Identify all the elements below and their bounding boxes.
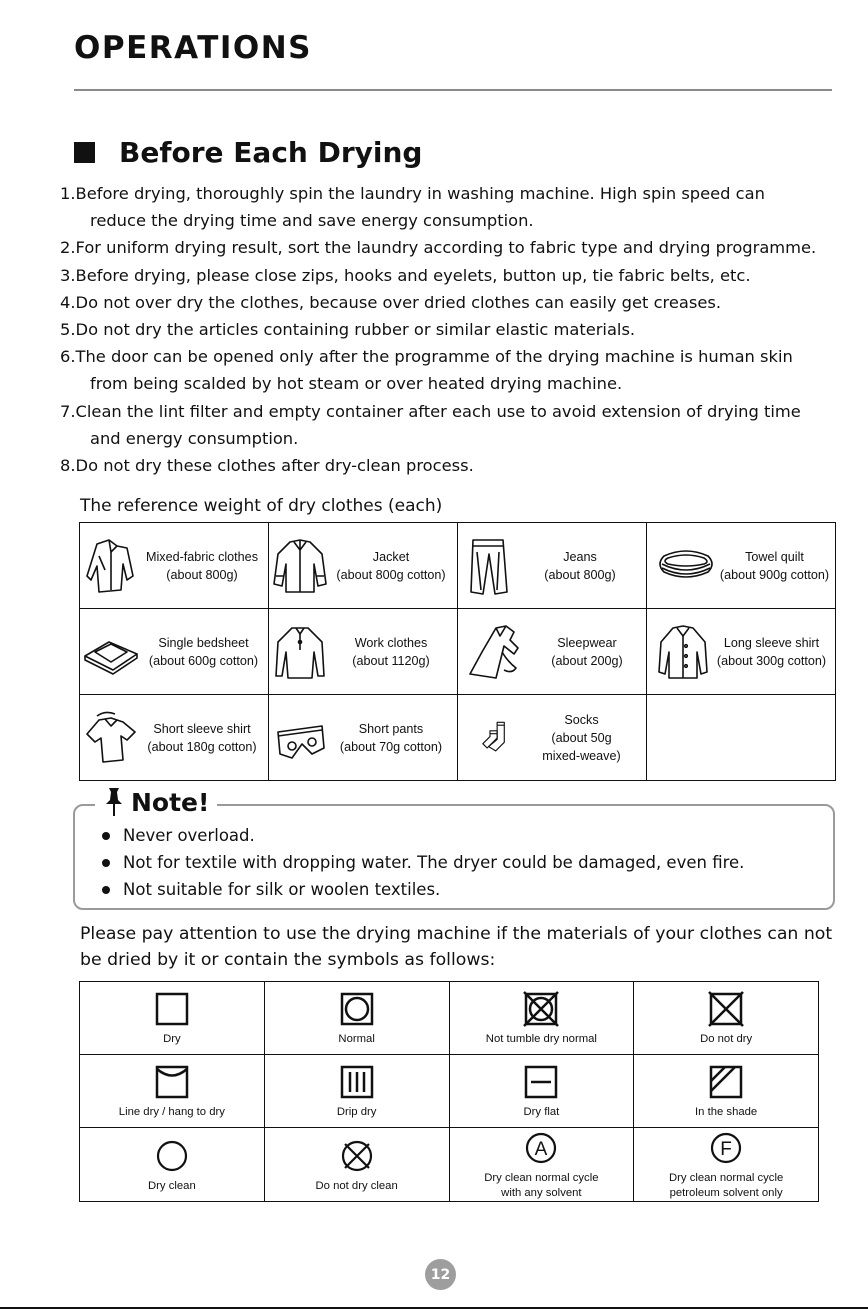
item-name: Short pants bbox=[358, 721, 424, 736]
table-row bbox=[80, 695, 836, 781]
symbol-cell bbox=[634, 1055, 819, 1128]
item-weight: (about 70g cotton) bbox=[339, 739, 443, 754]
list-item bbox=[102, 849, 744, 876]
page-number: 12 bbox=[425, 1259, 456, 1290]
weight-cell bbox=[80, 523, 269, 609]
item-weight: (about 1120g) bbox=[352, 653, 430, 668]
short-pants-icon bbox=[272, 708, 328, 768]
symbol-label: Dry bbox=[163, 1033, 181, 1045]
step-item: from being scalded by hot steam or over heated drying machine. bbox=[90, 374, 623, 394]
list-item bbox=[102, 876, 744, 903]
table-row bbox=[80, 609, 836, 695]
step-item: reduce the drying time and save energy consumption. bbox=[90, 211, 534, 231]
solvent-letter: A bbox=[535, 1139, 548, 1160]
bedsheet-icon bbox=[80, 622, 142, 682]
weight-cell bbox=[458, 523, 647, 609]
weight-cell bbox=[269, 609, 458, 695]
item-weight: mixed-weave) bbox=[542, 748, 621, 763]
dry-clean-petroleum-icon bbox=[706, 1128, 746, 1168]
symbol-label: Dry clean normal cycle bbox=[484, 1172, 599, 1184]
weight-cell bbox=[80, 695, 269, 781]
item-weight: (about 800g) bbox=[166, 567, 238, 582]
item-name: Work clothes bbox=[354, 635, 428, 650]
symbol-label: Not tumble dry normal bbox=[485, 1033, 597, 1045]
note-text: Not suitable for silk or woolen textiles. bbox=[123, 880, 441, 899]
dry-clean-circle-icon bbox=[152, 1136, 192, 1176]
do-not-dry-icon bbox=[706, 989, 746, 1029]
dry-in-shade-icon bbox=[706, 1062, 746, 1102]
item-weight: (about 300g cotton) bbox=[716, 653, 827, 668]
attention-paragraph: Please pay attention to use the drying machine if the materials of your clothes can not be dried by it or contain the symbols as follows: bbox=[80, 924, 833, 970]
symbol-cell bbox=[264, 1055, 449, 1128]
note-text: Not for textile with dropping water. The dryer could be damaged, even fire. bbox=[123, 853, 745, 872]
symbol-cell bbox=[264, 1128, 449, 1202]
page-title: OPERATIONS bbox=[74, 30, 313, 66]
item-name: Sleepwear bbox=[557, 635, 617, 650]
weight-cell bbox=[458, 695, 647, 781]
weight-cell bbox=[269, 523, 458, 609]
symbol-label: Normal bbox=[338, 1033, 375, 1045]
table-row bbox=[80, 982, 819, 1055]
item-name: Jacket bbox=[372, 549, 410, 564]
item-weight: (about 200g) bbox=[551, 653, 623, 668]
item-weight: (about 600g cotton) bbox=[148, 653, 259, 668]
symbol-cell bbox=[264, 982, 449, 1055]
step-item: 8.Do not dry these clothes after dry-clean process. bbox=[60, 456, 474, 476]
bottom-divider bbox=[0, 1307, 868, 1309]
towel-quilt-icon bbox=[655, 536, 717, 596]
step-item: 1.Before drying, thoroughly spin the laundry in washing machine. High spin speed can bbox=[60, 184, 765, 203]
note-list bbox=[102, 822, 744, 903]
step-item: and energy consumption. bbox=[90, 428, 299, 448]
dry-clean-any-solvent-icon bbox=[521, 1128, 561, 1168]
weight-cell bbox=[647, 609, 836, 695]
note-heading bbox=[95, 786, 217, 818]
step-item: 6.The door can be opened only after the programme of the drying machine is human skin bbox=[60, 347, 793, 367]
weight-cell bbox=[647, 523, 836, 609]
symbol-cell bbox=[80, 1055, 265, 1128]
symbol-cell bbox=[634, 982, 819, 1055]
symbol-label: Dry clean bbox=[148, 1179, 196, 1192]
weight-cell bbox=[269, 695, 458, 781]
bullet-icon bbox=[102, 859, 110, 867]
item-weight: (about 900g cotton) bbox=[719, 567, 830, 582]
symbol-label: Drip dry bbox=[336, 1106, 377, 1118]
symbol-label: Dry clean normal cycle bbox=[668, 1172, 784, 1184]
weight-cell bbox=[458, 609, 647, 695]
step-item: 5.Do not dry the articles containing rubber or similar elastic materials. bbox=[60, 320, 636, 340]
symbol-label: Dry flat bbox=[523, 1106, 560, 1118]
item-name: Single bedsheet bbox=[158, 635, 249, 650]
section-heading bbox=[74, 136, 422, 169]
symbol-cell bbox=[449, 982, 634, 1055]
step-item: 2.For uniform drying result, sort the laundry according to fabric type and drying programme. bbox=[60, 238, 817, 258]
bullet-icon bbox=[102, 832, 110, 840]
table-row bbox=[80, 1128, 819, 1202]
title-divider bbox=[74, 89, 832, 91]
jacket-icon bbox=[272, 536, 328, 596]
symbol-label: petroleum solvent only bbox=[669, 1187, 783, 1199]
symbol-cell bbox=[634, 1128, 819, 1202]
push-pin-icon bbox=[101, 786, 127, 818]
list-item bbox=[102, 822, 744, 849]
symbol-cell bbox=[449, 1055, 634, 1128]
section-title: Before Each Drying bbox=[119, 136, 423, 169]
drying-steps-list bbox=[60, 180, 855, 479]
item-name: Jeans bbox=[563, 549, 597, 564]
note-text: Never overload. bbox=[123, 826, 255, 845]
symbol-label: In the shade bbox=[695, 1106, 758, 1118]
not-tumble-dry-icon bbox=[521, 989, 561, 1029]
item-weight: (about 800g) bbox=[544, 567, 616, 582]
do-not-dry-clean-icon bbox=[337, 1136, 377, 1176]
item-name: Long sleeve shirt bbox=[723, 635, 820, 650]
empty-cell bbox=[647, 695, 836, 781]
sleepwear-icon bbox=[461, 622, 531, 682]
symbol-label: Do not dry clean bbox=[315, 1179, 398, 1192]
item-name: Mixed-fabric clothes bbox=[146, 549, 258, 564]
dry-flat-icon bbox=[521, 1062, 561, 1102]
work-clothes-icon bbox=[272, 622, 328, 682]
mixed-fabric-shirt-icon bbox=[83, 536, 139, 596]
clothes-weight-table bbox=[79, 522, 836, 781]
bullet-icon bbox=[102, 886, 110, 894]
step-item: 7.Clean the lint filter and empty container after each use to avoid extension of drying time bbox=[60, 401, 801, 421]
line-dry-icon bbox=[152, 1062, 192, 1102]
weight-cell bbox=[80, 609, 269, 695]
drip-dry-icon bbox=[337, 1062, 377, 1102]
step-item: 3.Before drying, please close zips, hooks and eyelets, button up, tie fabric belts, etc. bbox=[60, 265, 751, 285]
weight-table-caption: The reference weight of dry clothes (each) bbox=[80, 496, 443, 516]
tumble-dry-normal-icon bbox=[337, 989, 377, 1029]
square-bullet-icon bbox=[74, 142, 95, 163]
dry-square-icon bbox=[152, 989, 192, 1029]
symbol-label: with any solvent bbox=[501, 1187, 582, 1199]
short-sleeve-shirt-icon bbox=[83, 708, 139, 768]
item-weight: (about 50g bbox=[551, 730, 612, 745]
item-name: Socks bbox=[564, 712, 599, 727]
symbol-cell bbox=[80, 982, 265, 1055]
care-symbol-table bbox=[79, 981, 819, 1202]
symbol-cell bbox=[80, 1128, 265, 1202]
item-weight: (about 800g cotton) bbox=[336, 567, 446, 582]
item-name: Short sleeve shirt bbox=[153, 721, 251, 736]
item-name: Towel quilt bbox=[745, 549, 804, 564]
step-item: 4.Do not over dry the clothes, because over dried clothes can easily get creases. bbox=[60, 292, 722, 312]
table-row bbox=[80, 523, 836, 609]
jeans-icon bbox=[461, 536, 517, 596]
note-title: Note! bbox=[131, 787, 210, 817]
long-sleeve-shirt-icon bbox=[655, 622, 711, 682]
socks-icon bbox=[480, 708, 520, 768]
symbol-label: Do not dry bbox=[700, 1033, 753, 1045]
symbol-label: Line dry / hang to dry bbox=[118, 1106, 225, 1118]
solvent-letter: F bbox=[720, 1139, 732, 1160]
symbol-cell bbox=[449, 1128, 634, 1202]
table-row bbox=[80, 1055, 819, 1128]
item-weight: (about 180g cotton) bbox=[147, 739, 257, 754]
